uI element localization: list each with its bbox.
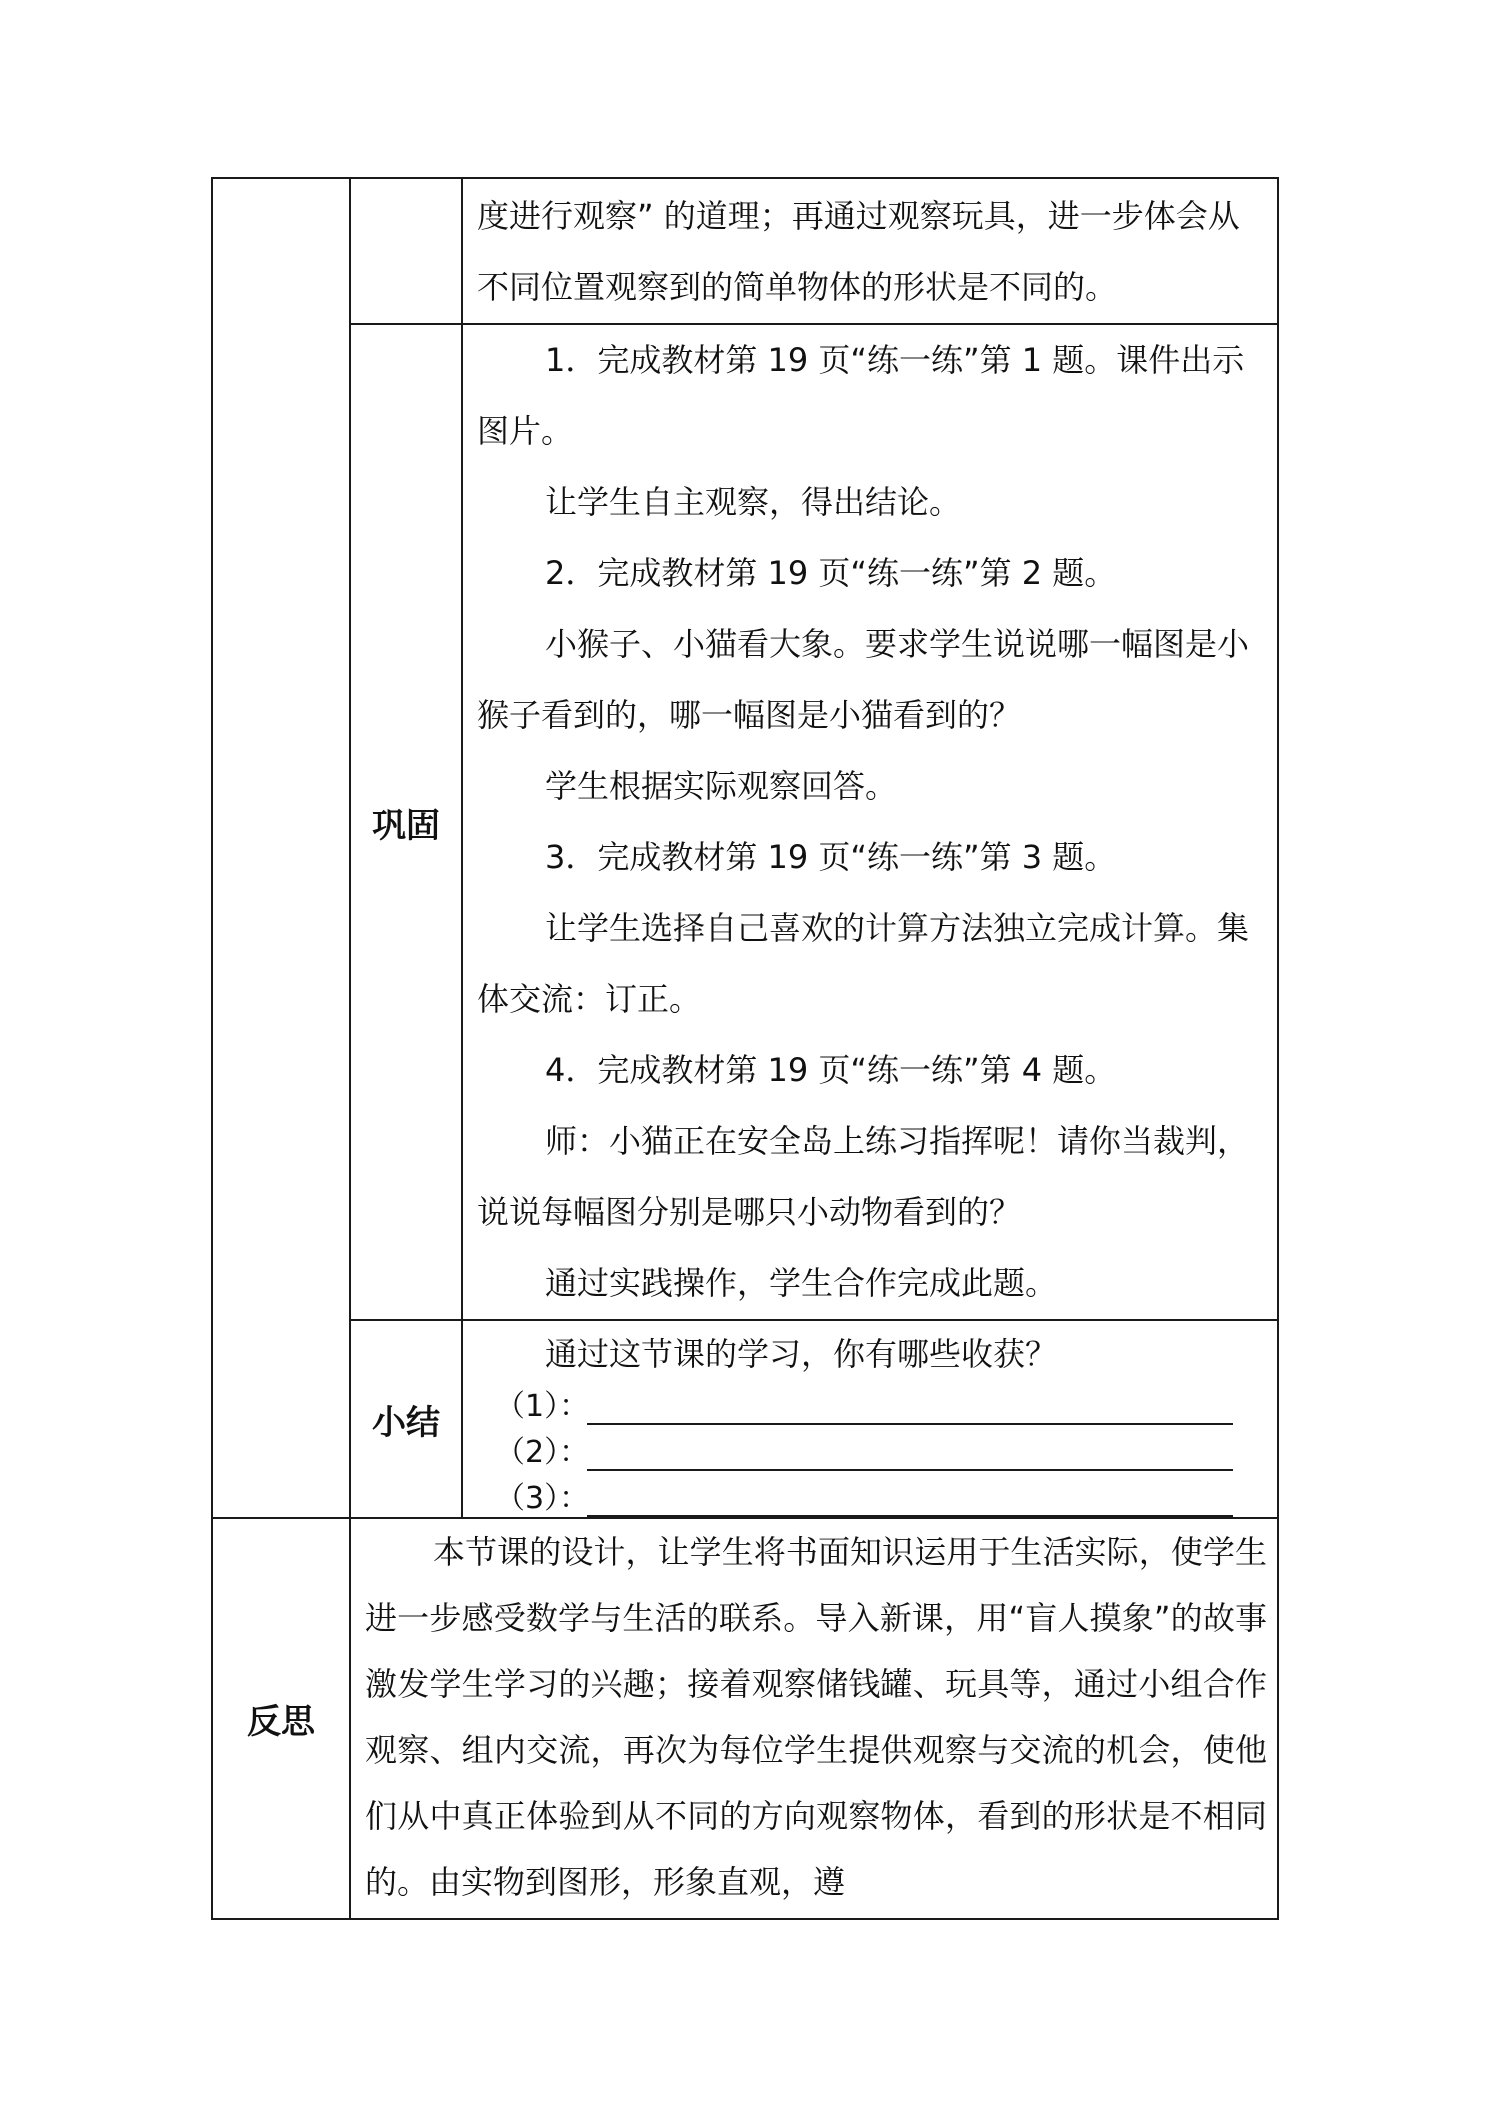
reflection-content bbox=[350, 1518, 1278, 1919]
consolidate-paragraph: 3．完成教材第 19 页“练一练”第 3 题。 bbox=[545, 838, 1117, 876]
consolidate-paragraph: 4．完成教材第 19 页“练一练”第 4 题。 bbox=[545, 1051, 1117, 1089]
continuation-text: 度进行观察” 的道理；再通过观察玩具，进一步体会从不同位置观察到的简单物体的形状是不同的。 bbox=[477, 197, 1240, 306]
stage-cell-empty bbox=[350, 178, 462, 324]
answer-line-2 bbox=[477, 1425, 1267, 1471]
section-cell-empty bbox=[212, 178, 350, 1518]
answer-blank[interactable] bbox=[587, 1439, 1233, 1471]
answer-line-3 bbox=[477, 1471, 1267, 1517]
consolidate-paragraph: 1．完成教材第 19 页“练一练”第 1 题。课件出示图片。 bbox=[477, 341, 1245, 450]
answer-number: （1）： bbox=[495, 1389, 590, 1424]
answer-number: （3）： bbox=[495, 1481, 590, 1516]
answer-line-1 bbox=[477, 1379, 1267, 1425]
consolidate-paragraph: 师：小猫正在安全岛上练习指挥呢！请你当裁判，说说每幅图分别是哪只小动物看到的？ bbox=[477, 1122, 1250, 1231]
reflection-text: 本节课的设计，让学生将书面知识运用于生活实际，使学生进一步感受数学与生活的联系。导入新课，用“盲人摸象”的故事激发学生学习的兴趣；接着观察储钱罐、玩具等，通过小组合作观察、组内交流，再次为每位学生提供观察与交流的机会，使他们从中真正体验到从不同的方向观察物体，看到的形状是不相同的。由实物到图形，形象直观，遵 bbox=[365, 1533, 1267, 1901]
lesson-plan-table bbox=[211, 177, 1279, 1920]
table-row-reflection bbox=[212, 1518, 1278, 1919]
consolidate-paragraph: 让学生选择自己喜欢的计算方法独立完成计算。集体交流：订正。 bbox=[477, 909, 1250, 1018]
consolidate-label: 巩固 bbox=[350, 324, 462, 1320]
reflection-label: 反思 bbox=[212, 1518, 350, 1919]
continuation-cell bbox=[462, 178, 1278, 324]
consolidate-paragraph: 学生根据实际观察回答。 bbox=[545, 767, 898, 805]
summary-label: 小结 bbox=[350, 1320, 462, 1518]
consolidate-paragraph: 2．完成教材第 19 页“练一练”第 2 题。 bbox=[545, 554, 1117, 592]
summary-question: 通过这节课的学习，你有哪些收获？ bbox=[545, 1335, 1058, 1373]
answer-blank[interactable] bbox=[587, 1485, 1233, 1517]
table-row-summary bbox=[212, 1320, 1278, 1518]
consolidate-paragraph: 小猴子、小猫看大象。要求学生说说哪一幅图是小猴子看到的，哪一幅图是小猫看到的？ bbox=[477, 625, 1250, 734]
consolidate-paragraph: 让学生自主观察，得出结论。 bbox=[545, 483, 962, 521]
answer-blank[interactable] bbox=[587, 1393, 1233, 1425]
answer-number: （2）： bbox=[495, 1435, 590, 1470]
consolidate-content bbox=[462, 324, 1278, 1320]
table-row-consolidate bbox=[212, 324, 1278, 1320]
summary-content bbox=[462, 1320, 1278, 1518]
consolidate-paragraph: 通过实践操作，学生合作完成此题。 bbox=[545, 1264, 1058, 1302]
table-row-continuation bbox=[212, 178, 1278, 324]
